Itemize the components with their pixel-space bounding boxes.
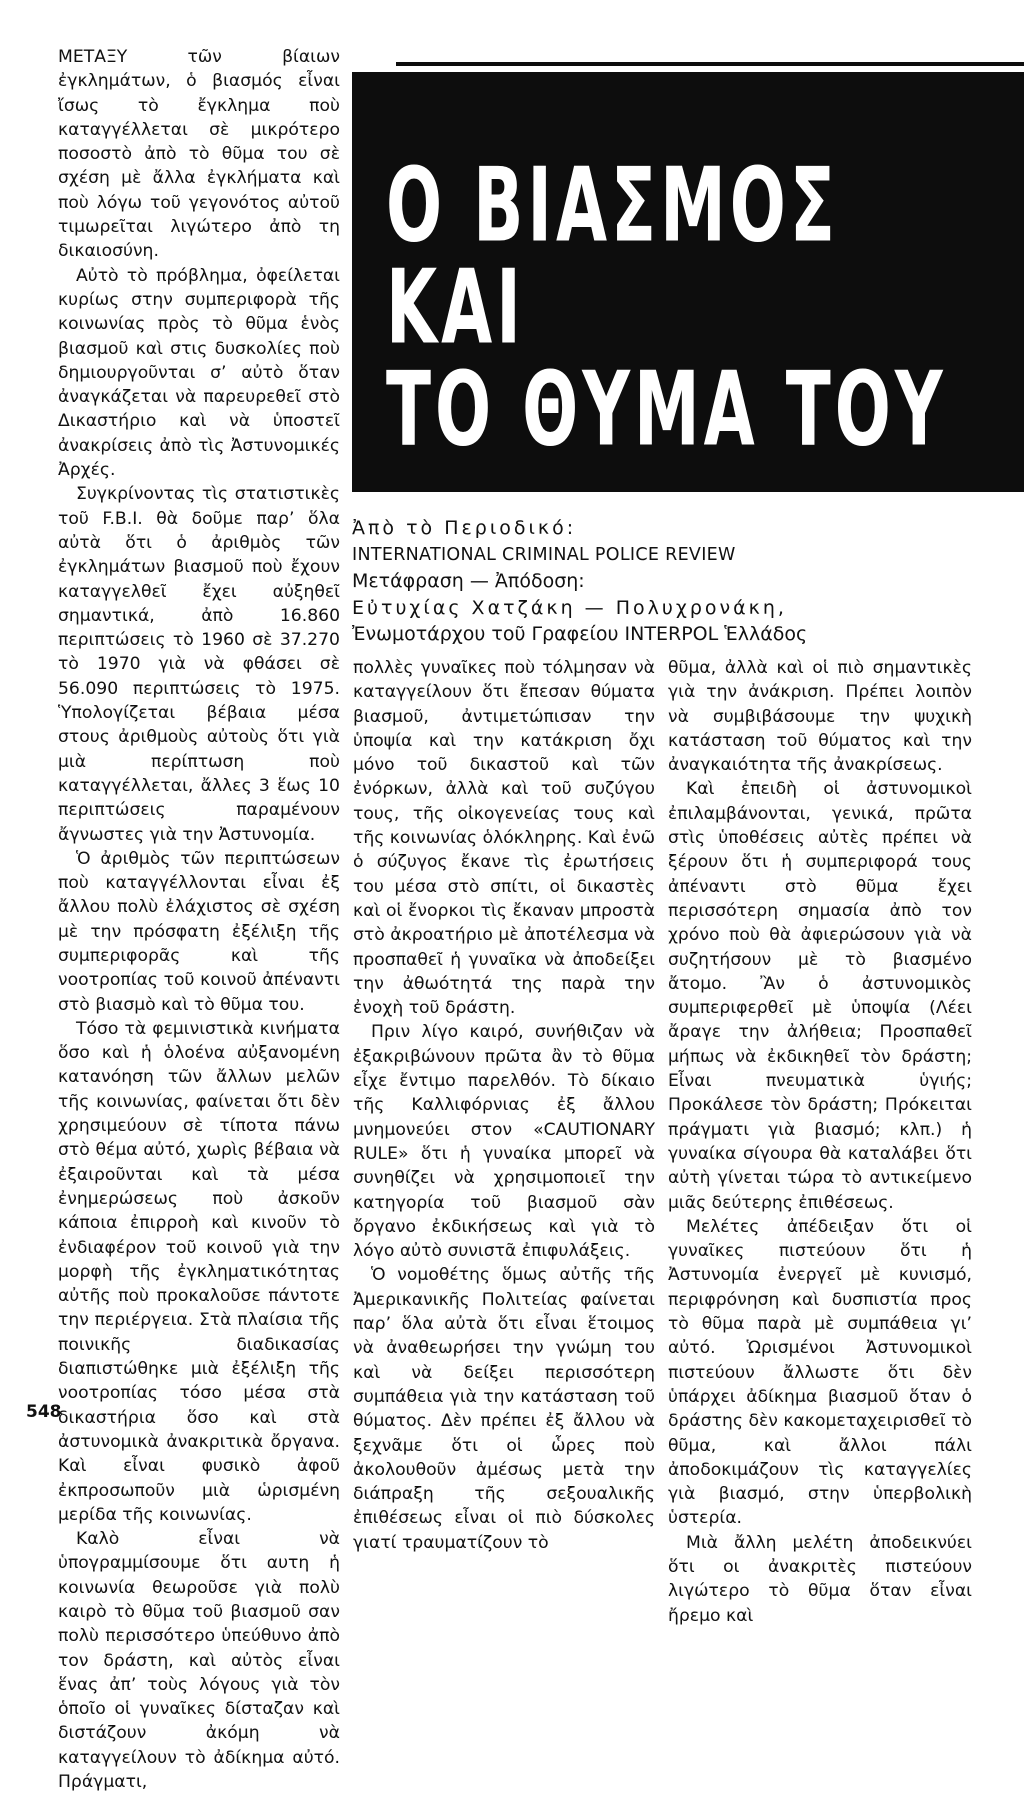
article-column-middle bbox=[353, 656, 655, 1555]
paragraph: θῦμα, ἀλλὰ καὶ οἱ πιὸ σημαντικὲς γιὰ την ἀνάκριση. Πρέπει λοιπὸν νὰ συμβιβάσουμε την ψυχικὴ κατάσταση τοῦ θύματος καὶ την ἀναγκαιότητα τῆς ἀνακρίσεως. bbox=[668, 658, 972, 776]
paragraph: Καλὸ εἶναι νὰ ὑπογραμμίσουμε ὅτι αυτη ἡ κοινωνία θεωροῦσε γιὰ πολὺ καιρὸ τὸ θῦμα τοῦ βιασμοῦ σαν πολὺ περισσότερο ὑπεύθυνο ἀπὸ τον δράστη, καὶ αὐτὸς εἶναι ἕνας ἀπ’ τοὺς λόγους γιὰ τὸν ὁποῖο οἱ γυναῖκες δίσταζαν καὶ διστάζουν ἀκόμη νὰ καταγγείλουν τὸ ἀδίκημα αὐτό. Πράγματι, bbox=[58, 1529, 340, 1793]
paragraph: Αὐτὸ τὸ πρόβλημα, ὀφείλεται κυρίως στην συμπεριφορὰ τῆς κοινωνίας πρὸς τὸ θῦμα ἑνὸς βιασμοῦ καὶ στις δυσκολίες ποὺ δημιουργοῦνται σ’ αὐτὸ ὅταν ἀναγκάζεται νὰ παρευρεθεῖ στὸ Δικαστήριο καὶ νὰ ὑποστεῖ ἀνακρίσεις ἀπὸ τὶς Ἀστυνομικές Ἀρχές. bbox=[58, 265, 340, 481]
credit-source: INTERNATIONAL CRIMINAL POLICE REVIEW bbox=[352, 544, 736, 565]
article-column-left bbox=[58, 45, 340, 1794]
paragraph: ΜΕΤΑΞΥ τῶν βίαιων ἐγκλημάτων, ὁ βιασμός εἶναι ἴσως τὸ ἔγκλημα ποὺ καταγγέλλεται σὲ μικρότερο ποσοστὸ ἀπὸ τὸ θῦμα του σὲ σχέση μὲ ἄλλα ἐγκλήματα καὶ ποὺ λόγω τοῦ γεγονότος αὐτοῦ τιμωρεῖται λιγώτερο ἀπὸ τη δικαιοσύνη. bbox=[58, 47, 340, 262]
paragraph: Καὶ ἐπειδὴ οἱ ἀστυνομικοὶ ἐπιλαμβάνονται, γενικά, πρῶτα στὶς ὑποθέσεις αὐτὲς πρέπει νὰ ξέρουν ὅτι ἡ συμπεριφορά τους ἀπέναντι στὸ θῦμα ἔχει περισσότερη σημασία ἀπὸ τον χρόνο ποὺ θὰ ἀφιερώσουν γιὰ νὰ συζητήσουν μὲ τὸ βιασμένο ἄτομο. Ἂν ὁ ἀστυνομικὸς συμπεριφερθεῖ μὲ ὑποψία (Λέει ἄραγε την ἀλήθεια; Προσπαθεῖ μήπως νὰ ἐκδικηθεῖ τὸν δράστη; Εἶναι πνευματικὰ ὑγιής; Προκάλεσε τὸν δράστη; Πρόκειται πράγματι γιὰ βιασμό; κλπ.) ἡ γυναίκα σίγουρα θὰ καταλάβει ὅτι αὐτὴ γίνεται τώρα τὸ αντικείμενο μιᾶς δεύτερης ἐπιθέσεως. bbox=[668, 779, 972, 1213]
article-credits bbox=[352, 515, 1012, 648]
credit-translation: Μετάφραση — Ἀπόδοση: bbox=[352, 570, 585, 592]
paragraph: Ὁ νομοθέτης ὅμως αὐτῆς τῆς Ἀμερικανικῆς Πολιτείας φαίνεται παρ’ ὅλα αὐτὰ ὅτι εἶναι ἕτοιμος νὰ ἀναθεωρήσει την γνώμη του καὶ νὰ δείξει περισσότερη συμπάθεια γιὰ την κατάσταση τοῦ θύματος. Δὲν πρέπει ἐξ ἄλλου νὰ ξεχνᾶμε ὅτι οἱ ὧρες ποὺ ἀκολουθοῦν ἀμέσως μετὰ την διάπραξη τῆς σεξουαλικῆς ἐπιθέσεως εἶναι οἱ πιὸ δύσκολες γιατί τραυματίζουν τὸ bbox=[353, 1265, 655, 1553]
headline-line-3: ΤΟ ΘΥΜΑ ΤΟΥ bbox=[386, 350, 947, 470]
paragraph: Ὁ ἀριθμὸς τῶν περιπτώσεων ποὺ καταγγέλλονται εἶναι ἐξ ἄλλου πολὺ ἐλάχιστος σὲ σχέση μὲ την πρόσφατη ἐξέλιξη τῆς συμπεριφορᾶς καὶ τῆς νοοτροπίας τοῦ κοινοῦ ἀπέναντι στὸ βιασμὸ καὶ τὸ θῦμα του. bbox=[58, 848, 340, 1015]
credit-from: Ἀπὸ τὸ Περιοδικό: bbox=[352, 517, 577, 539]
headline-line-2: ΚΑΙ bbox=[386, 248, 525, 368]
paragraph: Μιὰ ἄλλη μελέτη ἀποδεικνύει ὅτι οι ἀνακριτὲς πιστεύουν λιγώτερο τὸ θῦμα ὅταν εἶναι ἤρεμο καὶ bbox=[668, 1532, 972, 1626]
paragraph: Πριν λίγο καιρό, συνήθιζαν νὰ ἐξακριβώνουν πρῶτα ἂν τὸ θῦμα εἶχε ἔντιμο παρελθόν. Τὸ δίκαιο τῆς Καλλιφόρνιας ἐξ ἄλλου μνημονεύει στον «CAUTIONARY RULE» ὅτι ἡ γυναίκα μπορεῖ νὰ συνηθίζει νὰ χρησιμοποιεῖ την κατηγορία τοῦ βιασμοῦ σὰν ὄργανο ἐκδικήσεως καὶ γιὰ τὸ λόγο αὐτὸ συνιστᾶ ἐπιφυλάξεις. bbox=[353, 1022, 655, 1262]
credit-author: Εὐτυχίας Χατζάκη — Πολυχρονάκη, bbox=[352, 596, 787, 619]
paragraph: Τόσο τὰ φεμινιστικὰ κινήματα ὅσο καὶ ἡ ὁλοένα αὐξανομένη κατανόηση τῶν ἄλλων μελῶν τῆς κοινωνίας, φαίνεται ὅτι δὲν χρησιμεύουν σὲ τίποτα πάνω στὸ θέμα αὐτό, χωρὶς βέβαια νὰ ἐξαιροῦνται καὶ τὰ μέσα ἐνημερώσεως ποὺ ἀσκοῦν κάποια ἐπιρροὴ καὶ κινοῦν τὸ ἐνδιαφέρον τοῦ κοινοῦ γιὰ την μορφὴ τῆς ἐγκληματικότητας αὐτῆς ποὺ προκαλοῦσε πάντοτε την περιέργεια. Στὰ πλαίσια τῆς ποινικῆς διαδικασίας διαπιστώθηκε μιὰ ἐξέλιξη τῆς νοοτροπίας τόσο μέσα στὰ δικαστήρια ὅσο καὶ στὰ ἀστυνομικὰ ἀνακριτικὰ ὄργανα. Καὶ εἶναι φυσικὸ ἀφοῦ ἐκπροσωποῦν μιὰ ὡρισμένη μερίδα τῆς κοινωνίας. bbox=[58, 1018, 340, 1525]
headline-line-1: Ο ΒΙΑΣΜΟΣ bbox=[386, 146, 839, 266]
paragraph: Μελέτες ἀπέδειξαν ὅτι οἱ γυναῖκες πιστεύουν ὅτι ἡ Ἀστυνομία ἐνεργεῖ μὲ κυνισμό, περιφρόνηση καὶ δυσπιστία προς τὸ θῦμα παρὰ μὲ συμπάθεια γι’ αὐτό. Ὡρισμένοι Ἀστυνομικοὶ πιστεύουν ἄλλωστε ὅτι δὲν ὑπάρχει ἀδίκημα βιασμοῦ ὅταν ὁ δράστης δὲν κακομεταχειρισθεῖ τὸ θῦμα, καὶ ἄλλοι πάλι ἀποδοκιμάζουν τὶς καταγγελίες γιὰ βιασμό, στην ὑπερβολικὴ ὑστερία. bbox=[668, 1216, 972, 1529]
article-column-right bbox=[668, 656, 972, 1628]
paragraph: Συγκρίνοντας τὶς στατιστικὲς τοῦ F.B.I. θὰ δοῦμε παρ’ ὅλα αὐτὰ ὅτι ὁ ἀριθμὸς τῶν ἐγκλημάτων βιασμοῦ ποὺ ἔχουν καταγγελθεῖ ἔχει αὐξηθεῖ σημαντικά, ἀπὸ 16.860 περιπτώσεις τὸ 1960 σὲ 37.270 τὸ 1970 γιὰ νὰ φθάσει σὲ 56.090 περιπτώσεις τὸ 1975. Ὑπολογίζεται βέβαια μέσα στους ἀριθμοὺς αὐτοὺς ὅτι γιὰ μιὰ περίπτωση ποὺ καταγγέλλεται, ἄλλες 3 ἕως 10 περιπτώσεις παραμένουν ἄγνωστες γιὰ την Ἀστυνομία. bbox=[58, 484, 340, 845]
headline-top-rule bbox=[396, 62, 1024, 66]
page-number: 548 bbox=[26, 1402, 62, 1422]
headline-block bbox=[352, 72, 1024, 492]
credit-role: Ἐνωμοτάρχου τοῦ Γραφείου INTERPOL Ἑλλάδος bbox=[352, 623, 808, 645]
paragraph: πολλὲς γυναῖκες ποὺ τόλμησαν νὰ καταγγείλουν ὅτι ἔπεσαν θύματα βιασμοῦ, ἀντιμετώπισαν την ὑποψία καὶ την κατάκριση ὄχι μόνο τοῦ δικαστοῦ καὶ τῶν ἐνόρκων, ἀλλὰ καὶ τοῦ συζύγου τους, τῆς οἰκογενείας τους καὶ τῆς κοινωνίας ὁλόκληρης. Καὶ ἐνῶ ὁ σύζυγος ἔκανε τὶς ἐρωτήσεις του μέσα στὸ σπίτι, οἱ δικαστὲς καὶ οἱ ἔνορκοι τὶς ἔκαναν μπροστὰ στὸ ἀκροατήριο μὲ ἀποτέλεσμα νὰ προσπαθεῖ ἡ γυναῖκα νὰ ἀποδείξει την ἀθωότητά της παρὰ την ἐνοχὴ τοῦ δράστη. bbox=[353, 658, 655, 1019]
